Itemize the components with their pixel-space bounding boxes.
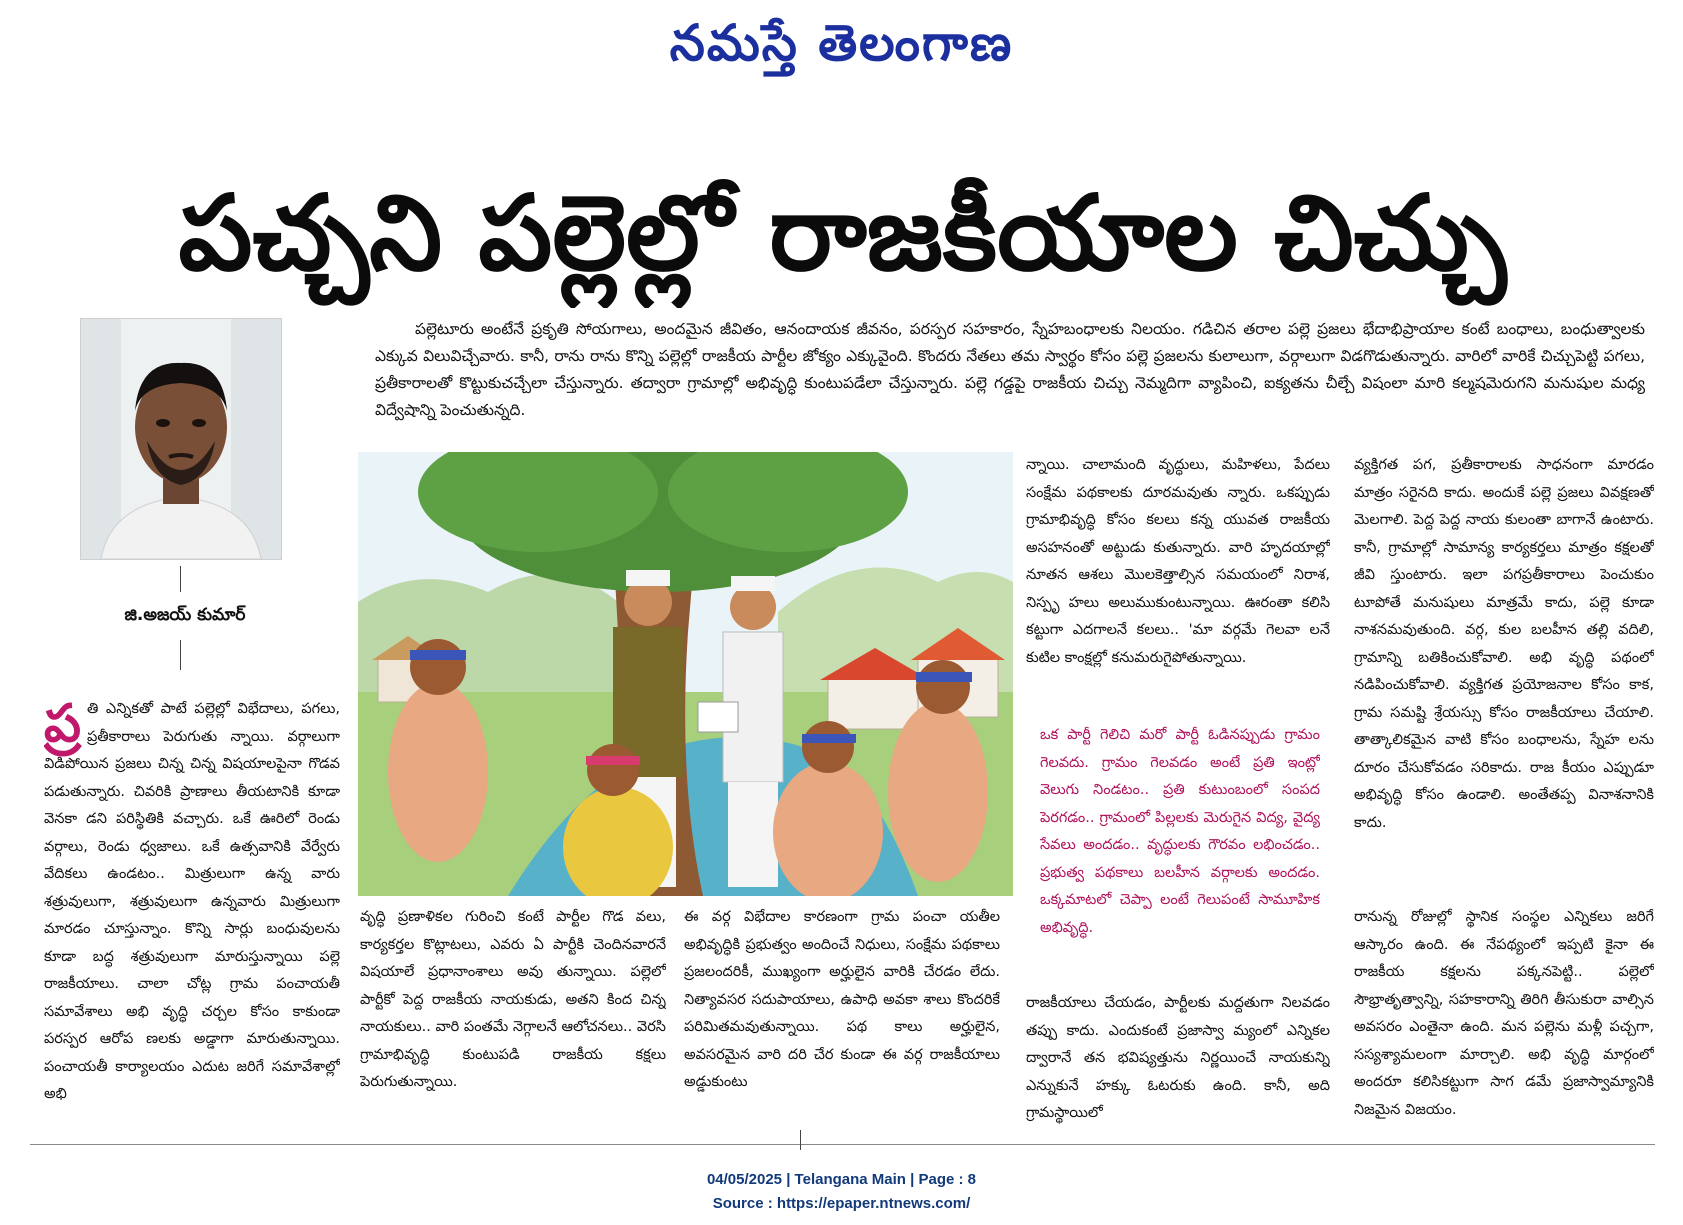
column-1-text: తి ఎన్నికతో పాటే పల్లెల్లో విభేదాలు, పగలు, ప్రతీకారాలు పెరుగుతు న్నాయి. వర్గాలుగా విడిపోయిన ప్రజలు చిన్న చిన్న విషయాలపైనా గొడవ పడుతున్నారు. చివరికి ప్రాణాలు తీయటానికి కూడా వెనకా డని పరిస్థితికి వచ్చారు. ఒకే ఊరిలో రెండు వర్గాలు, రెండు ధ్వజాలు. ఒకే ఉత్సవానికి వేర్వేరు వేదికలు ఉండటం.. మిత్రులుగా ఉన్న వారు శత్రువులుగా, శత్రువులుగా ఉన్నవారు మిత్రులుగా మారడం చూస్తున్నాం. కొన్ని సార్లు బంధువులను కూడా బద్ధ శత్రువులుగా మారుస్తున్నాయి పల్లె రాజకీయాలు. చాలా చోట్ల గ్రామ పంచాయతీ సమావేశాలు అభి వృద్ధి చర్చల కోసం కాకుండా పరస్పర ఆరోప ణలకు అడ్డాగా మారుతున్నాయి. పంచాయతీ కార్యాలయం ఎదుట జరిగే సమావేశాల్లో అభి	[44, 701, 340, 1102]
article-headline: పచ్చని పల్లెల్లో రాజకీయాల చిచ్చు	[178, 172, 1507, 294]
masthead-title: నమస్తే తెలంగాణ	[669, 13, 1014, 72]
column-4-bottom	[1026, 990, 1330, 1128]
column-2-text: వృద్ధి ప్రణాళికల గురించి కంటే పార్టీల గొడ వలు, కార్యకర్తల కొట్లాటలు, ఎవరు ఏ పార్టీకి చెందినవారనే విషయాలే ప్రధానాంశాలు అవు తున్నాయి. పల్లెలో పార్టీకో పెద్ద రాజకీయ నాయకుడు, అతని కింద చిన్న నాయకులు.. వారి పంతమే నెగ్గాలనే ఆలోచనలు.. వెరసి గ్రామాభివృద్ధి కుంటుపడి రాజకీయ కక్షలు పెరుగుతున్నాయి.	[360, 909, 666, 1090]
byline-rule-top	[180, 566, 181, 592]
column-3-text: ఈ వర్గ విభేదాల కారణంగా గ్రామ పంచా యతీల అభివృద్ధికి ప్రభుత్వం అందించే నిధులు, సంక్షేమ పథకాలు ప్రజలందరికీ, ముఖ్యంగా అర్హులైన వారికి చేరడం లేదు. నిత్యావసర సదుపాయాలు, ఉపాధి అవకా శాలు కొందరికే పరిమితమవుతున్నాయి. పథ కాలు అర్హులైన, అవసరమైన వారి దరి చేర కుండా ఈ వర్గ రాజకీయాలు అడ్డుకుంటు	[684, 909, 1000, 1090]
footer-date-edition: 04/05/2025 | Telangana Main | Page : 8	[706, 1171, 977, 1188]
footer-center-tick	[800, 1130, 801, 1150]
column-4-top	[1026, 452, 1330, 702]
intro-text: పల్లెటూరు అంటేనే ప్రకృతి సోయగాలు, అందమైన జీవితం, ఆనందాయక జీవనం, పరస్పర సహకారం, స్నేహబంధాలకు నిలయం. గడిచిన తరాల పల్లె ప్రజలు భేదాభిప్రాయాల కంటే బంధాలు, బంధుత్వాలకు ఎక్కువ విలువిచ్చేవారు. కానీ, రాను రాను కొన్ని పల్లెల్లో రాజకీయ పార్టీల జోక్యం ఎక్కువైంది. కొందరు నేతలు తమ స్వార్థం కోసం పల్లె ప్రజలను కులాలుగా, వర్గాలుగా విడగొడుతున్నారు. వారిలో వారికే చిచ్చుపెట్టి పగలు, ప్రతీకారాలతో కొట్టుకుచచ్చేలా చేస్తున్నారు. తద్వారా గ్రామాల్లో అభివృద్ధి కుంటుపడేలా చేస్తున్నారు. పల్లె గడ్డపై రాజకీయ చిచ్చు నెమ్మదిగా వ్యాపించి, ఐక్యతను చీల్చే విషంలా మారి కల్మషమెరుగని మనుషుల మధ్య విద్వేషాన్ని పెంచుతున్నది.	[375, 320, 1645, 419]
column-4-bottom-text: రాజకీయాలు చేయడం, పార్టీలకు మద్దతుగా నిలవడం తప్పు కాదు. ఎందుకంటే ప్రజాస్వా మ్యంలో ఎన్నికల ద్వారానే తన భవిష్యత్తును నిర్ణయించే నాయకున్ని ఎన్నుకునే హక్కు ఓటరుకు ఉంది. కానీ, అది గ్రామస్థాయిలో	[1026, 995, 1330, 1121]
drop-cap: ప్ర	[44, 696, 81, 754]
column-4-top-text: న్నాయి. చాలామంది వృద్ధులు, మహిళలు, పేదలు సంక్షేమ పథకాలకు దూరమవుతు న్నారు. ఒకప్పుడు గ్రామాభివృద్ధి కోసం కలలు కన్న యువత రాజకీయ అసహనంతో అట్టుడు కుతున్నారు. వారి హృదయాల్లో నూతన ఆశలు మొలకెత్తాల్సిన సమయంలో నిరాశ, నిస్పృ హలు అలుముకుంటున్నాయి. ఊరంతా కలిసి కట్టుగా ఎదగాలనే కలలు.. 'మా వర్గమే గెలవా లనే కుటిల కాంక్షల్లో కనుమరుగైపోతున్నాయి.	[1026, 457, 1330, 666]
column-5-bottom-text: రానున్న రోజుల్లో స్థానిక సంస్థల ఎన్నికలు జరిగే ఆస్కారం ఉంది. ఈ నేపథ్యంలో ఇప్పటి కైనా ఈ రాజకీయ కక్షలను పక్కనపెట్టి.. పల్లెలో సౌభ్రాతృత్వాన్ని, సహకారాన్ని తిరిగి తీసుకురా వాల్సిన అవసరం ఎంతైనా ఉంది. మన పల్లెను మళ్లీ పచ్చగా, సస్యశ్యామలంగా మార్చాలి. అభి వృద్ధి మార్గంలో అందరూ కలిసికట్టుగా సాగ డమే ప్రజాస్వామ్యానికి నిజమైన విజయం.	[1354, 909, 1654, 1118]
column-5-bottom	[1354, 904, 1654, 1134]
article-illustration	[358, 452, 1013, 896]
column-1	[44, 696, 340, 1134]
column-3	[684, 904, 1000, 1134]
footer-rule	[30, 1144, 1655, 1145]
author-photo	[80, 318, 282, 560]
column-5-top-text: వ్యక్తిగత పగ, ప్రతీకారాలకు సాధనంగా మారడం మాత్రం సరైనది కాదు. అందుకే పల్లె ప్రజలు వివక్షణతో మెలగాలి. పెద్ద పెద్ద నాయ కులంతా బాగానే ఉంటారు. కానీ, గ్రామాల్లో సామాన్య కార్యకర్తలు మాత్రం కక్షలతో జీవి స్తుంటారు. ఇలా పగప్రతీకారాలు పెంచుకుం టూపోతే మనుషులు మాత్రమే కాదు, పల్లె కూడా నాశనమవుతుంది. వర్గ, కుల బలహీన తల్లి వదిలి, గ్రామాన్ని బతికించుకోవాలి. అభి వృద్ధి పథంలో నడిపించుకోవాలి. వ్యక్తిగత ప్రయోజనాల కోసం కాక, గ్రామ సమష్టి శ్రేయస్సు కోసం రాజకీయాలు చేయాలి. తాత్కాలికమైన వాటి కోసం బంధాలను, స్నేహ లను దూరం చేసుకోవడం సరికాదు. రాజ కీయం ఎప్పుడూ అభివృద్ధి కోసం ఉండాలి. అంతేతప్ప వినాశనానికి కాదు.	[1354, 457, 1654, 831]
article-intro	[375, 316, 1645, 424]
byline-rule-bottom	[180, 640, 181, 670]
pull-quote	[1040, 722, 1320, 962]
column-2	[360, 904, 666, 1134]
pull-quote-text: ఒక పార్టీ గెలిచి మరో పార్టీ ఓడినప్పుడు గ్రామం గెలవదు. గ్రామం గెలవడం అంటే ప్రతి ఇంట్లో వెలుగు నిండటం.. ప్రతి కుటుంబంలో సంపద పెరగడం.. గ్రామంలో పిల్లలకు మెరుగైన విద్య, వైద్య సేవలు అందడం.. వృద్ధులకు గౌరవం లభించడం.. ప్రభుత్వ పథకాలు బలహీన వర్గాలకు అందడం. ఒక్కమాటలో చెప్పా లంటే గెలుపంటే సామూహిక అభివృద్ధి.	[1040, 727, 1320, 936]
author-byline: జి.అజయ్ కుమార్	[124, 605, 246, 625]
masthead-logo	[0, 8, 1683, 78]
footer-source: Source : https://epaper.ntnews.com/	[712, 1195, 971, 1212]
column-5-top	[1354, 452, 1654, 874]
